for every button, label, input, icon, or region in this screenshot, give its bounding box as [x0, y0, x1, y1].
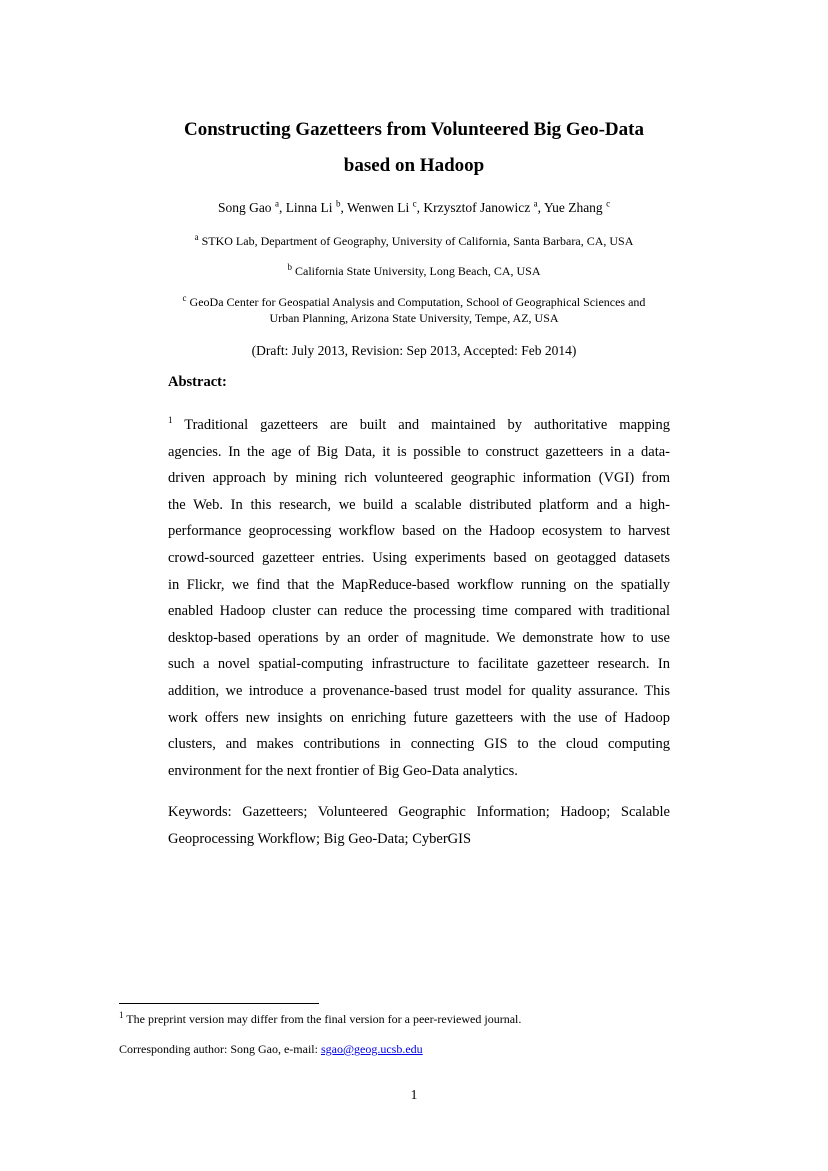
- page-number: 1: [410, 1087, 418, 1102]
- keywords-line: Keywords: Gazetteers; Volunteered Geographic Information; Hadoop; Scalable: [168, 804, 670, 820]
- affiliation-marker: b: [287, 262, 292, 272]
- title-line-1: Constructing Gazetteers from Volunteered Big Geo-Data: [184, 119, 644, 140]
- author-affiliation-marker: c: [606, 198, 611, 209]
- abstract-line: such a novel spatial-computing infrastructure to facilitate gazetteer research. In: [168, 656, 670, 673]
- affiliation-marker: a: [194, 232, 199, 242]
- affiliation-marker: c: [182, 293, 187, 303]
- author-affiliation-marker: a: [533, 198, 538, 209]
- author-name: Krzysztof Janowicz: [423, 200, 531, 215]
- footnote-marker: 1: [119, 1010, 124, 1020]
- abstract-line: performance geoprocessing workflow based on the Hadoop ecosystem to harvest: [168, 523, 670, 540]
- abstract-footnote-marker: 1: [168, 415, 173, 426]
- abstract-heading: Abstract:: [168, 374, 227, 390]
- affiliation-text: California State University, Long Beach, CA, USA: [294, 264, 541, 278]
- abstract-line: addition, we introduce a provenance-based trust model for quality assurance. This: [168, 682, 670, 699]
- affiliation-a: [150, 233, 678, 249]
- keywords: [168, 799, 670, 852]
- affiliation-c: [150, 294, 678, 326]
- abstract-line: crowd-sourced gazetteer entries. Using experiments based on geotagged datasets: [168, 549, 670, 566]
- draft-note: (Draft: July 2013, Revision: Sep 2013, Accepted: Feb 2014): [251, 343, 577, 358]
- footnote-text: The preprint version may differ from the final version for a peer-reviewed journal.: [126, 1012, 522, 1026]
- abstract-line: work offers new insights on enriching future gazetteers with the use of Hadoop: [168, 709, 670, 726]
- affiliation-b: [150, 263, 678, 279]
- paper-title: [120, 112, 708, 184]
- email-link[interactable]: sgao@geog.ucsb.edu: [320, 1042, 423, 1056]
- keywords-line: Geoprocessing Workflow; Big Geo-Data; CyberGIS: [168, 830, 472, 847]
- affiliation-text-line-2: Urban Planning, Arizona State University, Tempe, AZ, USA: [269, 311, 559, 325]
- footnote: [119, 1011, 521, 1027]
- abstract-line: enabled Hadoop cluster can reduce the processing time compared with traditional: [168, 603, 670, 620]
- author-affiliation-marker: b: [335, 198, 341, 209]
- abstract-line: in Flickr, we find that the MapReduce-based workflow running on the spatially: [168, 576, 670, 593]
- abstract-line: driven approach by mining rich volunteered geographic information (VGI) from: [168, 470, 670, 487]
- corresponding-label: Corresponding author: Song Gao, e-mail:: [119, 1042, 321, 1056]
- author-name: Song Gao: [217, 200, 272, 215]
- author-affiliation-marker: c: [412, 198, 417, 209]
- footnote-separator: [119, 1003, 319, 1004]
- title-line-2: based on Hadoop: [343, 155, 485, 176]
- abstract-line: agencies. In the age of Big Data, it is possible to construct gazetteers in a data-: [168, 443, 670, 460]
- author-name: Wenwen Li: [346, 200, 410, 215]
- abstract-body: [168, 412, 670, 784]
- abstract-line-text: Traditional gazetteers are built and maintained by authoritative mapping: [184, 417, 670, 433]
- corresponding-author: [119, 1041, 423, 1057]
- abstract-line: [168, 412, 670, 439]
- abstract-line: environment for the next frontier of Big Geo-Data analytics.: [168, 762, 518, 779]
- author-name: Yue Zhang: [543, 200, 603, 215]
- abstract-line: clusters, and makes contributions in connecting GIS to the cloud computing: [168, 736, 670, 753]
- author-affiliation-marker: a: [274, 198, 279, 209]
- author-list: Song Gao $^a$, Linna Li $^b$, Wenwen Li $^c$, Krzysztof Janowicz $^a$, Yue Zhang $^c$: [217, 198, 611, 215]
- abstract-line: the Web. In this research, we build a scalable distributed platform and a high-: [168, 496, 670, 513]
- affiliation-text-line-1: GeoDa Center for Geospatial Analysis and Computation, School of Geographical Sciences and: [189, 295, 646, 309]
- abstract-line: desktop-based operations by an order of magnitude. We demonstrate how to use: [168, 629, 670, 646]
- author-name: Linna Li: [285, 200, 333, 215]
- affiliation-text: STKO Lab, Department of Geography, University of California, Santa Barbara, CA, USA: [201, 234, 634, 248]
